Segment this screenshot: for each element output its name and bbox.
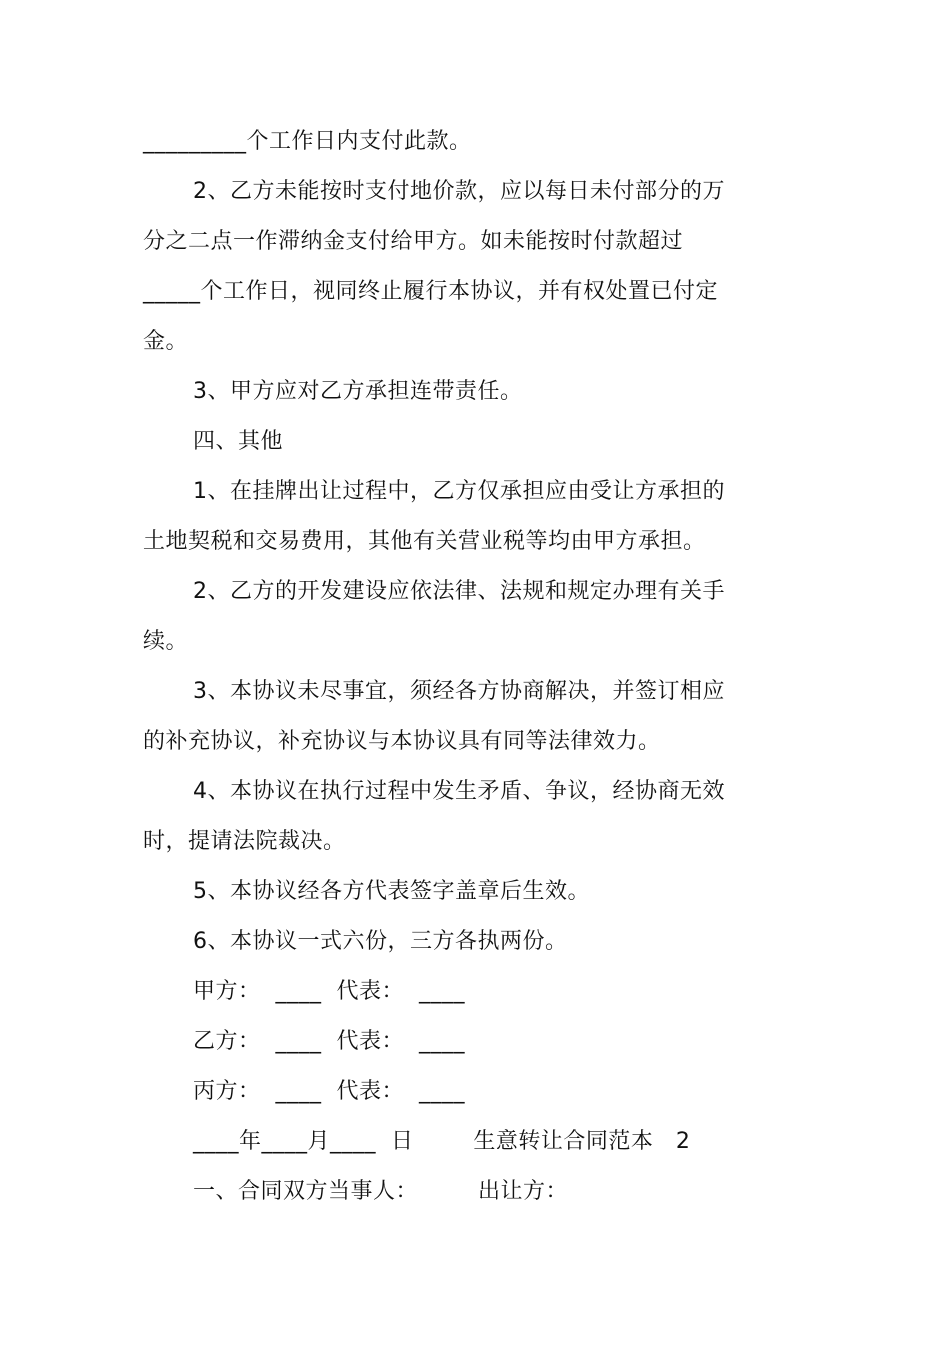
paragraph-line: 6、本协议一式六份，三方各执两份。 [193, 929, 568, 954]
text-line: 土地契税和交易费用，其他有关营业税等均由甲方承担。 [143, 529, 706, 554]
signature-line-party-c: 丙方： ____ 代表： ____ [193, 1079, 465, 1104]
paragraph-line: 2、乙方的开发建设应依法律、法规和规定办理有关手 [193, 579, 725, 604]
text-line: 的补充协议，补充协议与本协议具有同等法律效力。 [143, 729, 661, 754]
text-line: 金。 [143, 329, 189, 354]
paragraph-line: 4、本协议在执行过程中发生矛盾、争议，经协商无效 [193, 779, 725, 804]
paragraph-line: 2、乙方未能按时支付地价款，应以每日未付部分的万 [193, 179, 725, 204]
paragraph-line: 3、本协议未尽事宜，须经各方协商解决，并签订相应 [193, 679, 725, 704]
signature-line-party-b: 乙方： ____ 代表： ____ [193, 1029, 465, 1054]
text-line: 续。 [143, 629, 189, 654]
text-line: _________个工作日内支付此款。 [143, 129, 472, 154]
paragraph-line: 1、在挂牌出让过程中，乙方仅承担应由受让方承担的 [193, 479, 725, 504]
text-line: 时，提请法院裁决。 [143, 829, 346, 854]
text-line: 分之二点一作滞纳金支付给甲方。如未能按时付款超过 [143, 229, 684, 254]
paragraph-line: 5、本协议经各方代表签字盖章后生效。 [193, 879, 590, 904]
contract-parties-line: 一、合同双方当事人： 出让方： [193, 1179, 568, 1204]
paragraph-line: 3、甲方应对乙方承担连带责任。 [193, 379, 523, 404]
section-heading: 四、其他 [193, 429, 284, 454]
text-line: _____个工作日，视同终止履行本协议，并有权处置已付定 [143, 279, 719, 304]
signature-line-party-a: 甲方： ____ 代表： ____ [193, 979, 465, 1004]
date-and-title-line: ____年____月____ 日 生意转让合同范本 2 [193, 1129, 691, 1154]
